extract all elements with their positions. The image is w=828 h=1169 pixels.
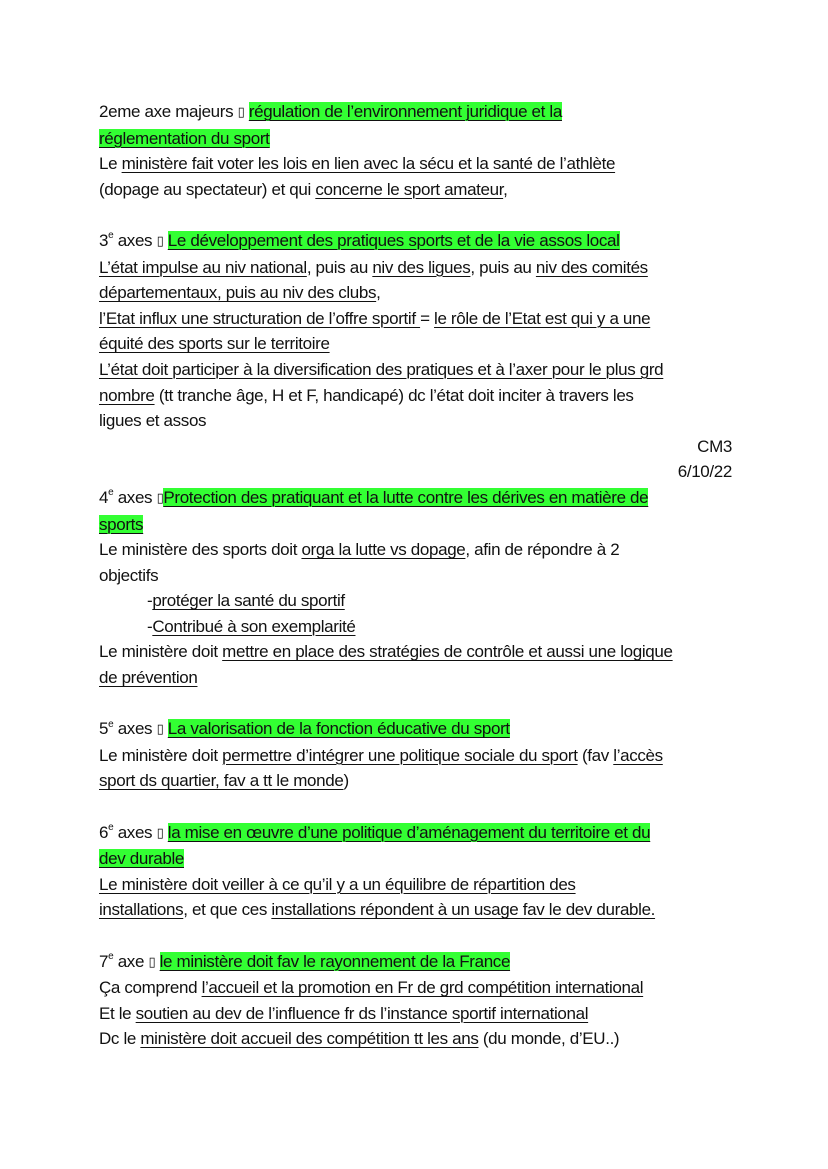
section-heading: 6e axes ▯ la mise en œuvre d’une politique d’aménagement du territoire et du — [99, 820, 732, 847]
highlighted-title: la mise en œuvre d’une politique d’aménagement du territoire et du — [167, 822, 651, 842]
text-line: équité des sports sur le territoire — [99, 334, 330, 354]
text-line: L’état impulse au niv national, puis au niv des ligues, puis au niv des comités — [99, 257, 648, 277]
missing-glyph-icon: ▯ — [148, 953, 156, 969]
text-line: Le ministère doit veiller à ce qu’il y a un équilibre de répartition des — [99, 874, 576, 894]
list-item: -Contribué à son exemplarité — [147, 616, 356, 636]
text-line: objectifs — [99, 565, 159, 585]
text-line: installations, et que ces installations répondent à un usage fav le dev durable. — [99, 900, 656, 920]
text-line: Ça comprend l’accueil et la promotion en Fr de grd compétition international — [99, 978, 644, 998]
text-line: nombre (tt tranche âge, H et F, handicapé) dc l’état doit inciter à travers les — [99, 385, 634, 405]
missing-glyph-icon: ▯ — [156, 232, 164, 248]
spacer — [99, 202, 732, 228]
text-line: Dc le ministère doit accueil des compétition tt les ans (du monde, d’EU..) — [99, 1029, 620, 1049]
section-heading: 5e axes ▯ La valorisation de la fonction éducative du sport — [99, 716, 732, 743]
highlighted-title: dev durable — [99, 849, 184, 869]
section-heading: 2eme axe majeurs ▯ régulation de l’environnement juridique et la — [99, 99, 732, 126]
section-heading: 7e axe ▯ le ministère doit fav le rayonnement de la France — [99, 949, 732, 976]
highlighted-title: Protection des pratiquant et la lutte contre les dérives en matière de — [163, 487, 649, 507]
text-line: de prévention — [99, 668, 198, 688]
spacer — [99, 923, 732, 949]
section-axe-3 — [99, 228, 732, 434]
course-code: CM3 — [697, 436, 732, 456]
highlighted-title: le ministère doit fav le rayonnement de la France — [159, 951, 511, 971]
section-axe-6 — [99, 820, 732, 923]
text-line: sport ds quartier, fav a tt le monde) — [99, 771, 349, 791]
text-line: l’Etat influx une structuration de l’offre sportif = le rôle de l’Etat est qui y a une — [99, 308, 651, 328]
section-axe-7 — [99, 949, 732, 1052]
text-line: Le ministère doit permettre d’intégrer une politique sociale du sport (fav l’accès — [99, 745, 663, 765]
section-axe-4 — [99, 485, 732, 691]
list-item: -protéger la santé du sportif — [147, 591, 345, 611]
highlighted-title: sports — [99, 514, 144, 534]
course-date: 6/10/22 — [677, 462, 732, 482]
highlighted-title: La valorisation de la fonction éducative du sport — [167, 719, 510, 739]
text-line: (dopage au spectateur) et qui concerne le sport amateur, — [99, 179, 508, 199]
spacer — [99, 794, 732, 820]
highlighted-title: réglementation du sport — [99, 128, 270, 148]
course-reference — [99, 434, 732, 485]
missing-glyph-icon: ▯ — [156, 489, 164, 505]
section-heading: 3e axes ▯ Le développement des pratiques sports et de la vie assos local — [99, 228, 732, 255]
section-heading: 4e axes ▯Protection des pratiquant et la lutte contre les dérives en matière de — [99, 485, 732, 512]
highlighted-title: régulation de l’environnement juridique et la — [248, 102, 562, 121]
text-line: Et le soutien au dev de l’influence fr ds l’instance sportif international — [99, 1003, 589, 1023]
text-line: ligues et assos — [99, 411, 207, 431]
text-line: L’état doit participer à la diversification des pratiques et à l’axer pour le plus grd — [99, 359, 664, 379]
missing-glyph-icon: ▯ — [156, 824, 164, 840]
text-line: Le ministère des sports doit orga la lutte vs dopage, afin de répondre à 2 — [99, 540, 620, 560]
highlighted-title: Le développement des pratiques sports et de la vie assos local — [167, 230, 620, 250]
missing-glyph-icon: ▯ — [156, 721, 164, 737]
text-line: Le ministère fait voter les lois en lien avec la sécu et la santé de l’athlète — [99, 154, 616, 174]
section-axe-5 — [99, 716, 732, 794]
text-line: Le ministère doit mettre en place des stratégies de contrôle et aussi une logique — [99, 642, 673, 662]
spacer — [99, 691, 732, 717]
missing-glyph-icon: ▯ — [237, 104, 245, 119]
text-line: départementaux, puis au niv des clubs, — [99, 283, 381, 303]
section-axe-2 — [99, 99, 732, 202]
